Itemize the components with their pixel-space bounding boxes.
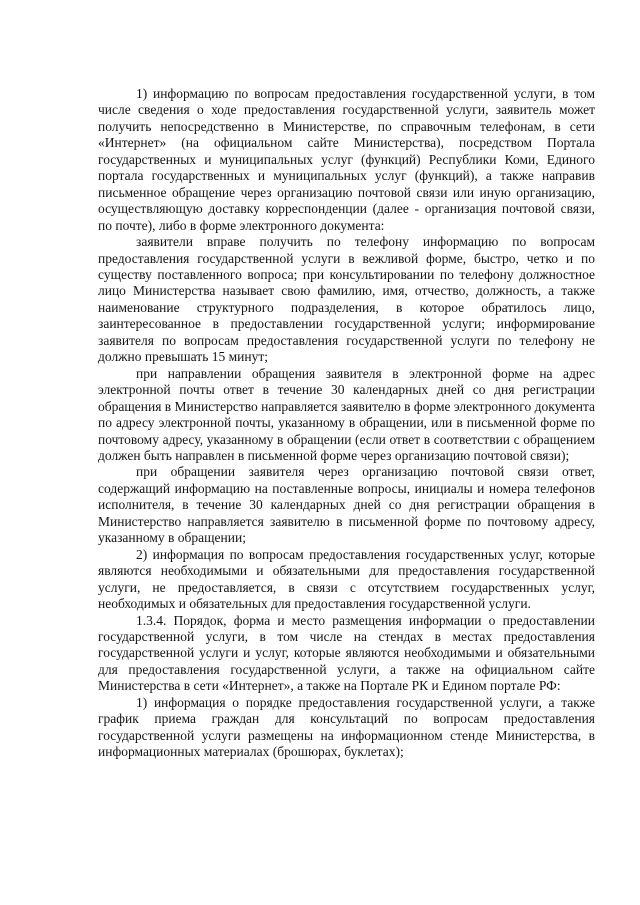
paragraph-1: 1) информацию по вопросам предоставления государственной услуги, в том числе сведения о ходе предоставления государственной услуги, заявитель может получить непосредственно в Министерстве, по справочным телефонам, в сети «Интернет» (на официальном сайте Министерства), посредством Портала государственных и муниципальных услуг (функций) Республики Коми, Единого портала государственных и муниципальных услуг (функций), а также направив письменное обращение через организацию почтовой связи или иную организацию, осуществляющую доставку корреспонденции (далее - организация почтовой связи, по почте), либо в форме электронного документа: <box>98 86 595 233</box>
paragraph-5: 2) информация по вопросам предоставления государственных услуг, которые являются необходимыми и обязательными для предоставления государственной услуги, не предоставляется, в связи с отсутствием государственных услуг, необходимых и обязательных для предоставления государственной услуги. <box>98 546 595 612</box>
paragraph-7: 1) информация о порядке предоставления государственной услуги, а также график приема граждан для консультаций по вопросам предоставления государственной услуги размещены на информационном стенде Министерства, в информационных материалах (брошюрах, буклетах); <box>98 694 595 760</box>
paragraph-2: заявители вправе получить по телефону информацию по вопросам предоставления государственной услуги в вежливой форме, быстро, четко и по существу поставленного вопроса; при консультировании по телефону должностное лицо Министерства называет свою фамилию, имя, отчество, должность, а также наименование структурного подразделения, в которое обратилось лицо, заинтересованное в предоставлении государственной услуги; информирование заявителя по вопросам предоставления государственной услуги по телефону не должно превышать 15 минут; <box>98 234 595 365</box>
paragraph-3: при направлении обращения заявителя в электронной форме на адрес электронной почты ответ в течение 30 календарных дней со дня регистрации обращения в Министерство направляется заявителю в форме электронного документа по адресу электронной почты, указанному в обращении, или в письменной форме по почтовому адресу, указанному в обращении (если ответ в соответствии с обращением должен быть направлен в письменной форме через организацию почтовой связи); <box>98 365 595 463</box>
paragraph-6: 1.3.4. Порядок, форма и место размещения информации о предоставлении государственной услуги, в том числе на стендах в местах предоставления государственной услуги и услуг, которые являются необходимыми и обязательными для предоставления государственной услуги, а также на официальном сайте Министерства в сети «Интернет», а также на Портале РК и Едином портале РФ: <box>98 612 595 694</box>
paragraph-4: при обращении заявителя через организацию почтовой связи ответ, содержащий информацию на поставленные вопросы, инициалы и номера телефонов исполнителя, в течение 30 календарных дней со дня регистрации обращения в Министерство направляется заявителю в письменной форме по почтовому адресу, указанному в обращении; <box>98 464 595 546</box>
